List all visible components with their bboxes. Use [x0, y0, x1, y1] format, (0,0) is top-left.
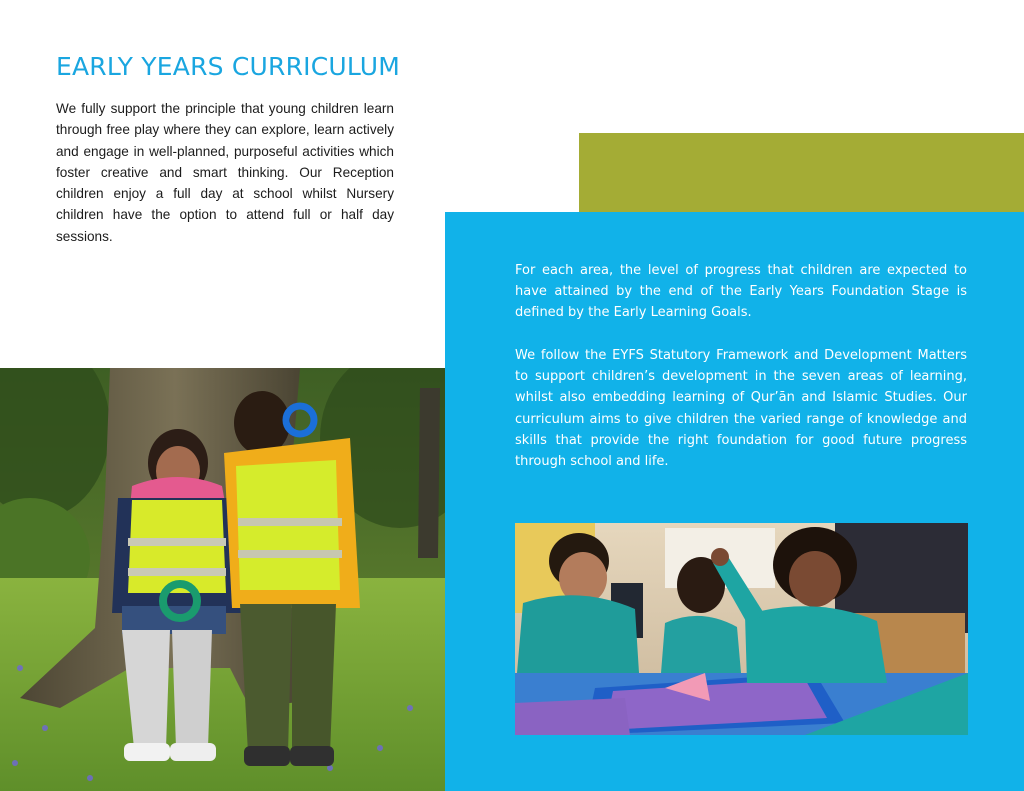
panel-paragraph-1: For each area, the level of progress that children are expected to have attained by the end of the Early Years Foundation Stage is defined by the Early Learning Goals. — [515, 263, 967, 321]
children-outdoors-photo — [0, 368, 445, 791]
olive-accent-block — [579, 133, 1024, 215]
panel-paragraph-2: We follow the EYFS Statutory Framework and Development Matters to support children’s development in the seven areas of learning, whilst also embedding learning of Qur’ān and Islamic Studies. Our curriculum aims to give children the varied range of knowledge and skills that provide the right foundation for good future progress through school and life. — [515, 348, 967, 470]
classroom-sand-play-photo — [515, 523, 968, 735]
page-title: EARLY YEARS CURRICULUM — [56, 52, 401, 81]
intro-paragraph: We fully support the principle that young children learn through free play where they can explore, learn actively and engage in well-planned, purposeful activities which foster creative and smart thinking. Our Reception children enjoy a full day at school whilst Nursery children have the option to attend full or half day sessions. — [56, 101, 394, 244]
